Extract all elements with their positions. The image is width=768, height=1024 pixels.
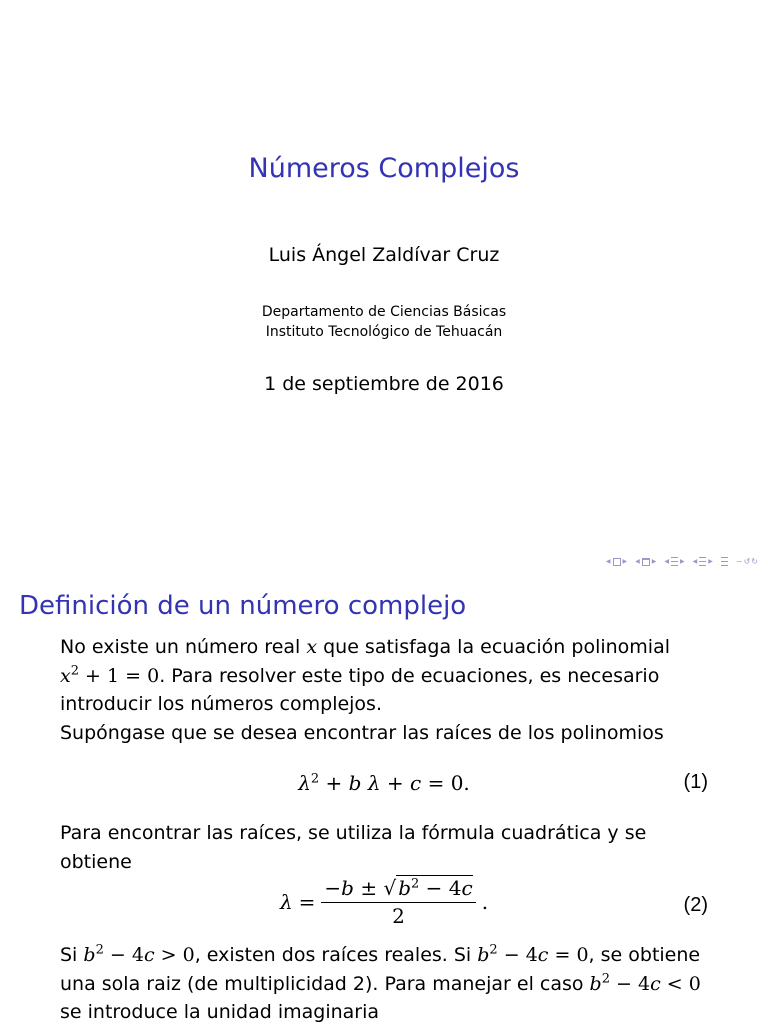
nav-subsection-icon[interactable] [671, 557, 678, 566]
nav-right-arrow-icon[interactable]: ▶ [680, 558, 685, 565]
presentation-title: Números Complejos [248, 153, 520, 184]
nav-slide-group[interactable] [635, 558, 656, 566]
navigation-symbols [606, 557, 759, 566]
text-line: Para encontrar las raíces, se utiliza la fórmula cuadrática y se [60, 822, 647, 844]
math-x: x [306, 636, 318, 658]
nav-slides-icon[interactable] [642, 558, 650, 566]
definition-slide [0, 578, 768, 1024]
text-line [60, 662, 720, 691]
text-span: , se obtiene [588, 944, 701, 966]
affiliation [0, 302, 768, 342]
text-span: una sola raiz (de multiplicidad 2). Para manejar el caso [60, 972, 590, 995]
text-line [60, 633, 720, 662]
text-line: introducir los números complejos. [60, 693, 382, 715]
text-line [60, 970, 720, 999]
nav-section-icon[interactable] [699, 557, 706, 566]
equation-number: (1) [683, 771, 708, 793]
author-name: Luis Ángel Zaldívar Cruz [268, 244, 500, 266]
nav-right-arrow-icon[interactable]: ▶ [651, 558, 657, 565]
paragraph-intro [60, 633, 720, 747]
text-line: obtiene [60, 850, 132, 873]
text-line: Supóngase que se desea encontrar las raíces de los polinomios [60, 721, 664, 744]
text-line [60, 941, 720, 970]
fraction: $\frac{-b \pm √ b^2 - 4c}{2}$ [321, 874, 475, 929]
institute-name: Instituto Tecnológico de Tehuacán [265, 324, 503, 340]
math-discriminant-negative: $b^2 - 4c < 0$ [589, 971, 701, 995]
text-span: que satisfaga la ecuación polinomial [317, 636, 671, 658]
nav-search-icon[interactable]: ∽↺↻ [735, 557, 759, 566]
nav-frame-icon[interactable] [613, 558, 621, 566]
math-discriminant-positive: $b^2 - 4c > 0$ [83, 942, 195, 966]
text-span: No existe un número real [60, 636, 307, 658]
nav-left-arrow-icon[interactable]: ◀ [692, 558, 698, 565]
paragraph-quadratic [60, 819, 720, 876]
math-x-squared-plus-one: $x^2 + 1 = 0$ [60, 663, 160, 687]
department-name: Departamento de Ciencias Básicas [261, 304, 507, 320]
nav-left-arrow-icon[interactable]: ◀ [664, 558, 670, 565]
equation-body: λ = $\frac{-b \pm √ b^2 - 4c}{2}$ . [279, 876, 489, 928]
equation-2 [0, 874, 768, 934]
equation-body: $\lambda^2 + b$ λ + c = 0. [298, 771, 470, 795]
math-discriminant-zero: $b^2 - 4c = 0$ [477, 942, 589, 966]
text-span: , existen dos raíces reales. Si [194, 944, 478, 966]
text-span: . Para resolver este tipo de ecuaciones, es necesario [159, 664, 660, 687]
equation-number: (2) [683, 894, 708, 916]
nav-left-arrow-icon[interactable]: ◀ [605, 558, 611, 565]
paragraph-discriminant [60, 941, 720, 1024]
nav-frame-group[interactable] [606, 558, 627, 566]
nav-right-arrow-icon[interactable]: ▶ [708, 558, 713, 565]
nav-document-icon[interactable] [721, 557, 728, 566]
nav-section-group[interactable] [693, 557, 713, 566]
text-span: Si [60, 944, 84, 966]
nav-left-arrow-icon[interactable]: ◀ [635, 558, 640, 565]
text-line: se introduce la unidad imaginaria [60, 1001, 380, 1023]
nav-document-group[interactable] [721, 557, 728, 566]
nav-subsection-group[interactable] [664, 557, 684, 566]
frame-title: Definición de un número complejo [19, 591, 467, 621]
nav-right-arrow-icon[interactable]: ▶ [622, 558, 628, 565]
presentation-date: 1 de septiembre de 2016 [264, 373, 504, 395]
